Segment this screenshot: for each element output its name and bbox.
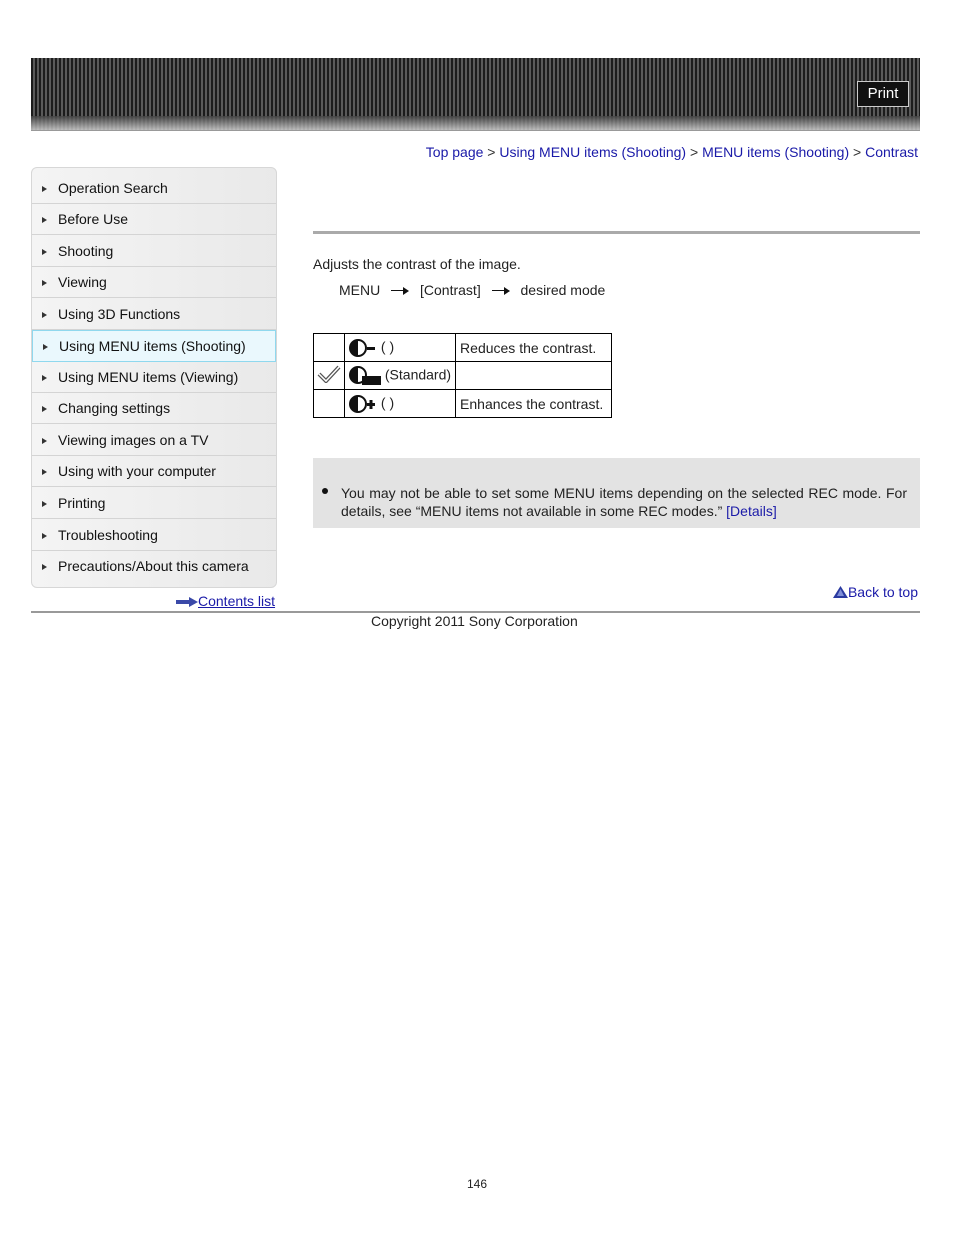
arrow-right-icon bbox=[42, 469, 47, 475]
sidebar-item-computer[interactable] bbox=[32, 456, 276, 487]
mode-name: ( ) bbox=[380, 394, 395, 411]
step-desired-mode: desired mode bbox=[520, 282, 606, 298]
breadcrumb bbox=[426, 144, 918, 160]
sidebar-item-operation-search[interactable] bbox=[32, 173, 276, 204]
sidebar-item-before-use[interactable] bbox=[32, 204, 276, 235]
sidebar-item-label: Operation Search bbox=[58, 180, 168, 196]
mode-name: (Standard) bbox=[384, 366, 452, 383]
breadcrumb-separator: > bbox=[689, 144, 699, 160]
breadcrumb-separator: > bbox=[853, 144, 862, 160]
arrow-right-icon bbox=[42, 533, 47, 539]
sidebar-item-menu-shooting[interactable] bbox=[32, 330, 276, 362]
sidebar-nav bbox=[31, 167, 277, 588]
arrow-right-icon bbox=[42, 501, 47, 507]
sidebar-item-label: Viewing images on a TV bbox=[58, 432, 209, 448]
mode-name: ( ) bbox=[380, 338, 395, 355]
arrow-right-icon bbox=[42, 564, 47, 570]
arrow-right-icon bbox=[42, 249, 47, 255]
breadcrumb-top-page[interactable]: Top page bbox=[425, 144, 484, 160]
table-row bbox=[314, 334, 612, 362]
sidebar-item-label: Using 3D Functions bbox=[58, 306, 181, 322]
sidebar-item-viewing-on-tv[interactable] bbox=[32, 425, 276, 456]
title-divider bbox=[313, 231, 920, 234]
mode-description: Reduces the contrast. bbox=[456, 334, 612, 362]
sidebar-item-changing-settings[interactable] bbox=[32, 393, 276, 424]
mode-cell bbox=[345, 334, 456, 362]
arrow-right-icon bbox=[42, 375, 47, 381]
breadcrumb-contrast[interactable]: Contrast bbox=[865, 144, 918, 160]
sidebar-item-label: Troubleshooting bbox=[58, 527, 158, 543]
triangle-up-icon bbox=[833, 586, 848, 598]
sidebar-item-menu-viewing[interactable] bbox=[32, 362, 276, 393]
checkmark-icon bbox=[317, 365, 341, 383]
note-body: You may not be able to set some MENU items depending on the selected REC mode. For details, see “MENU items not available in some REC modes.” bbox=[341, 485, 907, 519]
details-link[interactable]: [Details] bbox=[726, 503, 777, 519]
step-contrast: [Contrast] bbox=[420, 282, 481, 298]
mode-cell bbox=[345, 362, 456, 390]
header-banner bbox=[31, 58, 920, 131]
sidebar-item-label: Before Use bbox=[58, 211, 129, 227]
back-to-top-label: Back to top bbox=[847, 584, 918, 600]
sidebar-item-label: Using MENU items (Shooting) bbox=[59, 338, 246, 354]
arrow-right-icon bbox=[42, 406, 47, 412]
contents-list-link[interactable] bbox=[176, 593, 275, 609]
contrast-minus-icon bbox=[349, 338, 377, 358]
sidebar-item-label: Using MENU items (Viewing) bbox=[58, 369, 239, 385]
sidebar-item-printing[interactable] bbox=[32, 488, 276, 519]
check-cell bbox=[314, 334, 345, 362]
mode-cell bbox=[345, 390, 456, 418]
breadcrumb-separator: > bbox=[487, 144, 496, 160]
sidebar-item-label: Changing settings bbox=[58, 400, 171, 416]
intro-text: Adjusts the contrast of the image. bbox=[313, 256, 521, 272]
sidebar-item-label: Using with your computer bbox=[58, 463, 216, 479]
arrow-right-icon bbox=[176, 597, 198, 607]
arrow-right-icon bbox=[391, 286, 409, 296]
arrow-right-icon bbox=[42, 186, 47, 192]
contrast-modes-table bbox=[313, 333, 612, 418]
print-button[interactable]: Print bbox=[857, 81, 909, 107]
mode-description bbox=[456, 362, 612, 390]
back-to-top-link[interactable] bbox=[833, 584, 918, 600]
table-row bbox=[314, 390, 612, 418]
page-number: 146 bbox=[467, 1177, 488, 1191]
sidebar-item-precautions[interactable] bbox=[32, 551, 276, 582]
breadcrumb-menu-items-shooting[interactable]: MENU items (Shooting) bbox=[702, 144, 850, 160]
menu-steps bbox=[339, 282, 605, 298]
sidebar-item-label: Printing bbox=[58, 495, 106, 511]
check-cell bbox=[314, 362, 345, 390]
check-cell bbox=[314, 390, 345, 418]
sidebar-item-label: Precautions/About this camera bbox=[58, 558, 249, 574]
copyright: Copyright 2011 Sony Corporation bbox=[371, 613, 578, 629]
sidebar-item-viewing[interactable] bbox=[32, 267, 276, 298]
table-row bbox=[314, 362, 612, 390]
arrow-right-icon bbox=[492, 286, 510, 296]
bullet-icon bbox=[322, 488, 328, 494]
note-box bbox=[313, 458, 920, 528]
sidebar-item-label: Shooting bbox=[58, 243, 114, 259]
contrast-std-icon bbox=[349, 366, 381, 386]
sidebar-item-troubleshooting[interactable] bbox=[32, 520, 276, 551]
note-text bbox=[341, 484, 907, 520]
sidebar-item-shooting[interactable] bbox=[32, 236, 276, 267]
sidebar-item-3d-functions[interactable] bbox=[32, 299, 276, 330]
contrast-plus-icon bbox=[349, 394, 377, 414]
breadcrumb-using-menu-shooting[interactable]: Using MENU items (Shooting) bbox=[499, 144, 687, 160]
arrow-right-icon bbox=[42, 280, 47, 286]
arrow-right-icon bbox=[42, 217, 47, 223]
arrow-right-icon bbox=[42, 438, 47, 444]
arrow-right-icon bbox=[43, 344, 48, 350]
arrow-right-icon bbox=[42, 312, 47, 318]
step-menu: MENU bbox=[339, 282, 381, 298]
contents-list-label: Contents list bbox=[198, 593, 276, 609]
sidebar-item-label: Viewing bbox=[58, 274, 107, 290]
mode-description: Enhances the contrast. bbox=[456, 390, 612, 418]
